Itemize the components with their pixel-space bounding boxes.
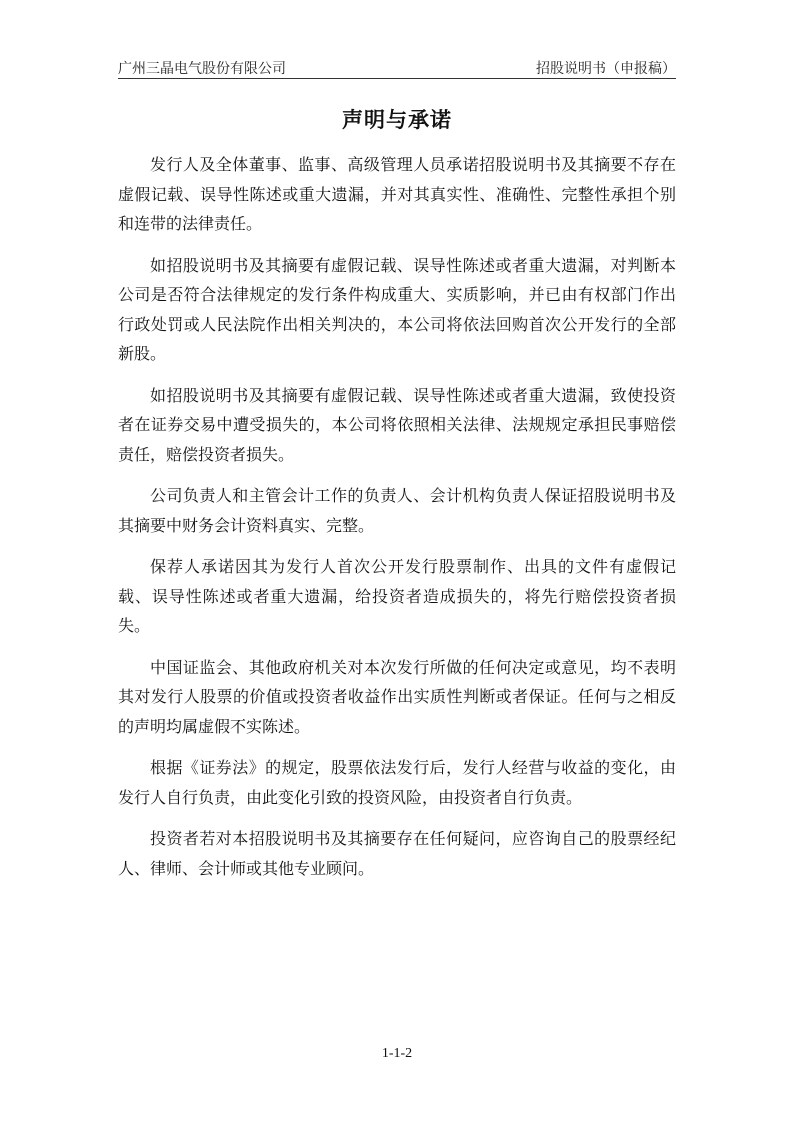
header-document-title: 招股说明书（申报稿） (536, 61, 676, 77)
page-title: 声明与承诺 (342, 108, 452, 132)
header-company: 广州三晶电气股份有限公司 (118, 61, 286, 77)
paragraph: 公司负责人和主管会计工作的负责人、会计机构负责人保证招股说明书及其摘要中财务会计资料真实、完整。 (118, 486, 676, 535)
paragraph: 保荐人承诺因其为发行人首次公开发行股票制作、出具的文件有虚假记载、误导性陈述或者重大遗漏，给投资者造成损失的，将先行赔偿投资者损失。 (118, 557, 676, 635)
paragraph: 中国证监会、其他政府机关对本次发行所做的任何决定或意见，均不表明其对发行人股票的价值或投资者收益作出实质性判断或者保证。任何与之相反的声明均属虚假不实陈述。 (118, 657, 676, 736)
paragraph: 如招股说明书及其摘要有虚假记载、误导性陈述或者重大遗漏，致使投资者在证券交易中遭受损失的，本公司将依照相关法律、法规规定承担民事赔偿责任，赔偿投资者损失。 (118, 385, 676, 464)
paragraph: 投资者若对本招股说明书及其摘要存在任何疑问，应咨询自己的股票经纪人、律师、会计师或其他专业顾问。 (118, 829, 676, 878)
paragraph: 根据《证券法》的规定，股票依法发行后，发行人经营与收益的变化，由发行人自行负责，由此变化引致的投资风险，由投资者自行负责。 (118, 758, 676, 807)
page-header (118, 56, 676, 79)
page-number: 1-1-2 (381, 1046, 413, 1061)
paragraph: 如招股说明书及其摘要有虚假记载、误导性陈述或者重大遗漏，对判断本公司是否符合法律规定的发行条件构成重大、实质影响，并已由有权部门作出行政处罚或人民法院作出相关判决的，本公司将依法回购首次公开发行的全部新股。 (118, 255, 676, 363)
statement-body (118, 150, 676, 895)
paragraph: 发行人及全体董事、监事、高级管理人员承诺招股说明书及其摘要不存在虚假记载、误导性陈述或重大遗漏，并对其真实性、准确性、完整性承担个别和连带的法律责任。 (118, 155, 676, 233)
